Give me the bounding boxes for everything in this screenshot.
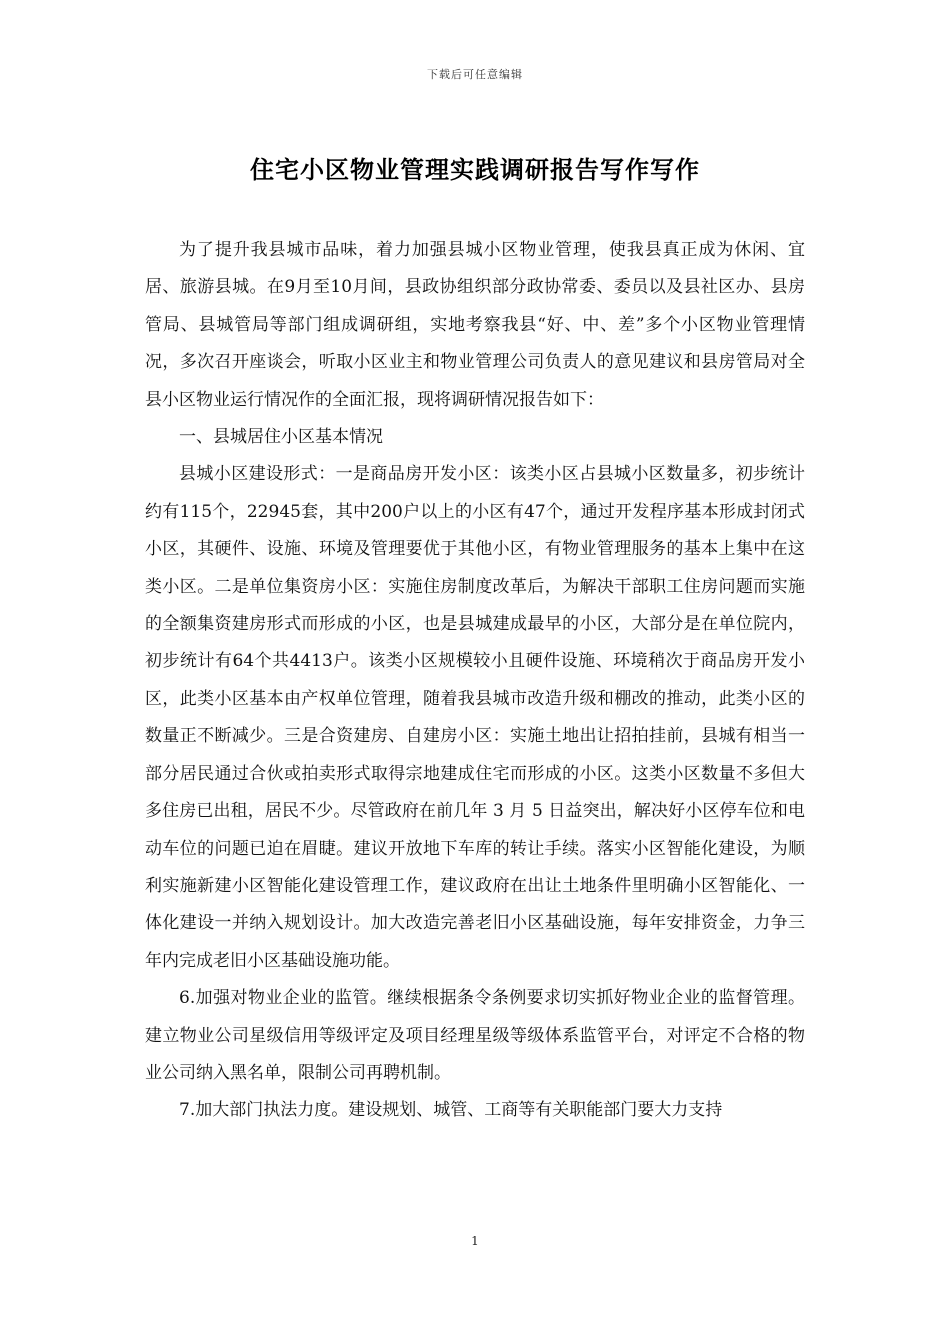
document-body [145,232,805,1130]
document-title: 住宅小区物业管理实践调研报告写作写作 [250,155,700,184]
header-note: 下载后可任意编辑 [427,68,523,81]
paragraph-intro: 为了提升我县城市品味，着力加强县城小区物业管理，使我县真正成为休闲、宜居、旅游县城。在9月至10月间，县政协组织部分政协常委、委员以及县社区办、县房管局、县城管局等部门组成调研组，实地考察我县“好、中、差”多个小区物业管理情况，多次召开座谈会，听取小区业主和物业管理公司负责人的意见建议和县房管局对全县小区物业运行情况作的全面汇报，现将调研情况报告如下： [145,240,805,410]
page-number: 1 [471,1234,479,1248]
paragraph-item-6: 6.加强对物业企业的监管。继续根据条令条例要求切实抓好物业企业的监督管理。建立物业公司星级信用等级评定及项目经理星级等级体系监管平台，对评定不合格的物业公司纳入黑名单，限制公司再聘机制。 [145,988,805,1083]
paragraph-item-7: 7.加大部门执法力度。建设规划、城管、工商等有关职能部门要大力支持 [179,1100,723,1121]
paragraph-construction-forms: 县城小区建设形式：一是商品房开发小区：该类小区占县城小区数量多，初步统计约有115个，22945套，其中200户以上的小区有47个，通过开发程序基本形成封闭式小区，其硬件、设施、环境及管理要优于其他小区，有物业管理服务的基本上集中在这类小区。二是单位集资房小区：实施住房制度改革后，为解决干部职工住房问题而实施的全额集资建房形式而形成的小区，也是县城建成最早的小区，大部分是在单位院内，初步统计有64个共4413户。该类小区规模较小且硬件设施、环境稍次于商品房开发小区，此类小区基本由产权单位管理，随着我县城市改造升级和棚改的推动，此类小区的数量正不断减少。三是合资建房、自建房小区：实施土地出让招拍挂前，县城有相当一部分居民通过合伙或拍卖形式取得宗地建成住宅而形成的小区。这类小区数量不多但大多住房已出租，居民不少。尽管政府在前几年 3 月 5 日益突出，解决好小区停车位和电动车位的问题已迫在眉睫。建议开放地下车库的转让手续。落实小区智能化建设，为顺利实施新建小区智能化建设管理工作，建议政府在出让土地条件里明确小区智能化、一体化建设一并纳入规划设计。加大改造完善老旧小区基础设施，每年安排资金，力争三年内完成老旧小区基础设施功能。 [145,464,805,971]
section-heading-basic-situation: 一、县城居住小区基本情况 [179,427,383,448]
